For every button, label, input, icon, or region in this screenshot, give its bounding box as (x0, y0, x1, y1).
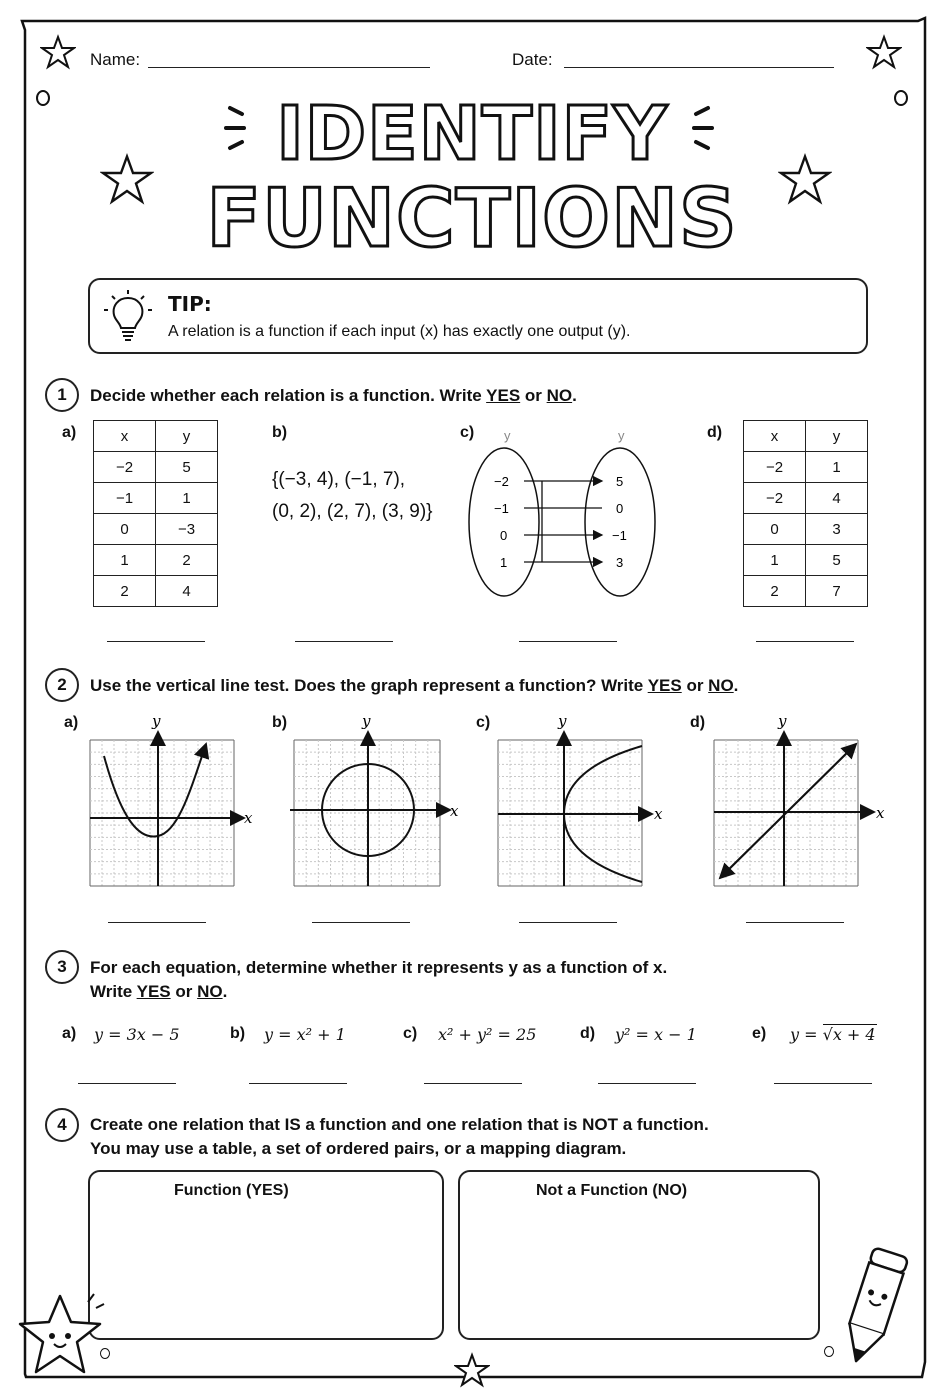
table-row: −2 5 (94, 452, 218, 483)
y-axis-label: y (362, 712, 371, 730)
q1-c-mapping-diagram (462, 424, 668, 604)
q1-b-label: b) (272, 424, 288, 441)
x-axis-label: x (876, 804, 885, 822)
parabola-curve (104, 744, 206, 837)
q3-b-label: b) (230, 1025, 246, 1042)
q1-a-table: x y −2 5 −1 1 0 −3 1 2 2 4 (93, 420, 218, 607)
q2-d-label: d) (690, 714, 706, 731)
q3-a-label: a) (62, 1025, 77, 1042)
question-1-prompt: Decide whether each relation is a function. Write YES or NO. (90, 386, 577, 405)
mapping-input: 0 (500, 528, 508, 543)
mapping-input: 1 (500, 555, 508, 570)
date-label: Date: (512, 50, 553, 69)
tip-box (88, 278, 868, 354)
not-function-answer-box[interactable] (458, 1170, 820, 1340)
q1-d-answer-line[interactable] (756, 641, 854, 642)
sparkle-lines-icon (680, 100, 724, 160)
q2-b-label: b) (272, 714, 288, 731)
function-box-title: Function (YES) (174, 1182, 289, 1199)
mapping-output: −1 (612, 528, 627, 543)
q2-c-answer-line[interactable] (519, 922, 617, 923)
lightbulb-icon (100, 288, 156, 346)
table-row: 1 5 (744, 545, 868, 576)
y-axis-label: y (778, 712, 787, 730)
title-line-1: IDENTIFY (276, 91, 668, 177)
question-number-1: 1 (45, 378, 79, 412)
q1-b-ordered-pairs: {(−3, 4), (−1, 7), (0, 2), (2, 7), (3, 9)} (272, 469, 433, 522)
question-4-prompt-line1: Create one relation that IS a function and one relation that is NOT a function. (90, 1115, 709, 1134)
q3-e-equation: y = √x + 4 (790, 1025, 876, 1044)
q3-d-answer-line[interactable] (598, 1083, 696, 1084)
smiling-star-icon (14, 1290, 110, 1382)
q1-c-label: c) (460, 424, 475, 441)
q1-a-label: a) (62, 424, 77, 441)
mapping-input: −1 (494, 501, 509, 516)
question-3-prompt-line1: For each equation, determine whether it represents y as a function of x. (90, 958, 668, 977)
q1-c-answer-line[interactable] (519, 641, 617, 642)
y-axis-label: y (152, 712, 161, 730)
mapping-output: 0 (616, 501, 624, 516)
star-icon (866, 34, 902, 70)
table-row: 2 7 (744, 576, 868, 607)
name-field[interactable] (148, 67, 430, 68)
q1-d-table: x y −2 1 −2 4 0 3 1 5 2 7 (743, 420, 868, 607)
q2-b-answer-line[interactable] (312, 922, 410, 923)
q2-a-answer-line[interactable] (108, 922, 206, 923)
q3-c-equation: x² + y² = 25 (438, 1025, 537, 1044)
q2-d-answer-line[interactable] (746, 922, 844, 923)
x-axis-label: x (654, 805, 663, 823)
star-icon (40, 34, 76, 70)
tip-title: TIP: (168, 292, 212, 316)
star-icon (454, 1352, 490, 1388)
q3-a-equation: y = 3x − 5 (94, 1025, 180, 1044)
question-4-prompt-line2: You may use a table, a set of ordered pairs, or a mapping diagram. (90, 1139, 627, 1158)
q3-e-label: e) (752, 1025, 767, 1042)
mapping-output: 5 (616, 474, 624, 489)
table-row: 1 2 (94, 545, 218, 576)
x-axis-label: x (450, 802, 459, 820)
q1-b-answer-line[interactable] (295, 641, 393, 642)
q3-a-answer-line[interactable] (78, 1083, 176, 1084)
q3-b-answer-line[interactable] (249, 1083, 347, 1084)
table-row: −2 1 (744, 452, 868, 483)
x-axis-label: x (244, 809, 253, 827)
mapping-output: 3 (616, 555, 624, 570)
table-row: −2 4 (744, 483, 868, 514)
question-2-prompt: Use the vertical line test. Does the graph represent a function? Write YES or NO. (90, 676, 739, 695)
question-number-2: 2 (45, 668, 79, 702)
q1-a-answer-line[interactable] (107, 641, 205, 642)
table-row: 0 −3 (94, 514, 218, 545)
q3-e-answer-line[interactable] (774, 1083, 872, 1084)
smiling-pencil-icon (836, 1240, 912, 1372)
y-axis-label: y (558, 712, 567, 730)
q3-d-label: d) (580, 1025, 596, 1042)
mapping-right-header: y (618, 428, 625, 443)
question-3-prompt-line2: Write YES or NO. (90, 982, 228, 1001)
q2-a-label: a) (64, 714, 79, 731)
q3-b-equation: y = x² + 1 (264, 1025, 346, 1044)
q2-graph-a (86, 712, 262, 892)
table-row: 2 4 (94, 576, 218, 607)
q3-d-equation: y² = x − 1 (615, 1025, 697, 1044)
name-label: Name: (90, 50, 141, 69)
table-row: 0 3 (744, 514, 868, 545)
tip-text: A relation is a function if each input (x) has exactly one output (y). (168, 323, 631, 340)
mapping-left-header: y (504, 428, 511, 443)
title-line-2: FUNCTIONS (206, 172, 738, 265)
table-row: −1 1 (94, 483, 218, 514)
q3-c-label: c) (403, 1025, 418, 1042)
q2-graph-c (494, 712, 670, 892)
not-function-box-title: Not a Function (NO) (536, 1182, 688, 1199)
question-number-4: 4 (45, 1108, 79, 1142)
q2-graph-d (710, 712, 890, 892)
q3-c-answer-line[interactable] (424, 1083, 522, 1084)
circle-doodle (100, 1348, 110, 1359)
q1-d-label: d) (707, 424, 723, 441)
radical-bar (823, 1024, 877, 1025)
q2-c-label: c) (476, 714, 491, 731)
q2-graph-b (286, 712, 462, 892)
date-field[interactable] (564, 67, 834, 68)
mapping-input: −2 (494, 474, 509, 489)
question-number-3: 3 (45, 950, 79, 984)
function-answer-box[interactable] (88, 1170, 444, 1340)
circle-doodle (824, 1346, 834, 1357)
sparkle-lines-icon (214, 100, 258, 160)
